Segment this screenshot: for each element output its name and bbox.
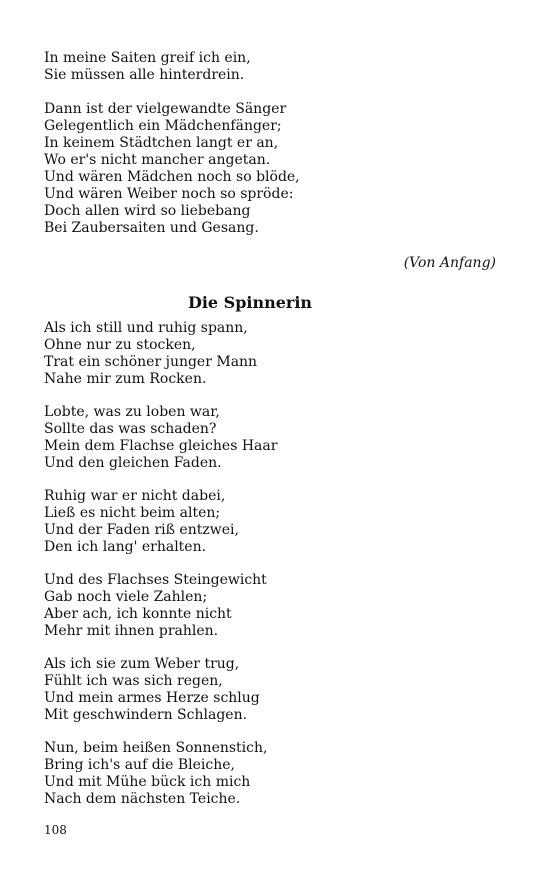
verse-line: Dann ist der vielgewandte Sänger: [44, 101, 287, 117]
verse-line: Bei Zaubersaiten und Gesang.: [44, 220, 259, 236]
stanza: [44, 50, 251, 84]
verse-line: Und mit Mühe bück ich mich: [44, 774, 251, 790]
verse-line: Und der Faden riß entzwei,: [44, 522, 239, 538]
stanza: [44, 320, 257, 388]
verse-line: In meine Saiten greif ich ein,: [44, 50, 251, 66]
stanza: [44, 488, 239, 556]
verse-line: Und den gleichen Faden.: [44, 455, 222, 471]
stanza: [44, 740, 267, 808]
verse-line: Als ich sie zum Weber trug,: [44, 656, 240, 672]
stanza: [44, 101, 300, 237]
verse-line: Nun, beim heißen Sonnenstich,: [44, 740, 268, 756]
verse-line: In keinem Städtchen langt er an,: [44, 135, 279, 151]
verse-line: Doch allen wird so liebebang: [44, 203, 251, 219]
verse-line: Sie müssen alle hinterdrein.: [44, 67, 245, 83]
verse-line: Fühlt ich was sich regen,: [44, 673, 223, 689]
verse-line: Trat ein schöner junger Mann: [44, 354, 258, 370]
verse-line: Wo er's nicht mancher angetan.: [44, 152, 271, 168]
poem-attribution: (Von Anfang): [403, 255, 496, 271]
verse-line: Und wären Weiber noch so spröde:: [44, 186, 294, 202]
verse-line: Ließ es nicht beim alten;: [44, 505, 221, 521]
verse-line: Aber ach, ich konnte nicht: [44, 606, 232, 622]
verse-line: Ohne nur zu stocken,: [44, 337, 196, 353]
verse-line: Und wären Mädchen noch so blöde,: [44, 169, 300, 185]
verse-line: Nahe mir zum Rocken.: [44, 371, 207, 387]
verse-line: Gelegentlich ein Mädchenfänger;: [44, 118, 282, 134]
verse-line: Bring ich's auf die Bleiche,: [44, 757, 235, 773]
verse-line: Mehr mit ihnen prahlen.: [44, 623, 219, 639]
verse-line: Und des Flachses Steingewicht: [44, 572, 267, 588]
verse-line: Gab noch viele Zahlen;: [44, 589, 208, 605]
verse-line: Mein dem Flachse gleiches Haar: [44, 438, 278, 454]
poem-title: Die Spinnerin: [187, 293, 313, 312]
stanza: [44, 656, 260, 724]
verse-line: Den ich lang' erhalten.: [44, 539, 207, 555]
verse-line: Ruhig war er nicht dabei,: [44, 488, 226, 504]
verse-line: Lobte, was zu loben war,: [44, 404, 220, 420]
stanza: [44, 572, 267, 640]
verse-line: Als ich still und ruhig spann,: [44, 320, 248, 336]
verse-line: Und mein armes Herze schlug: [44, 690, 260, 706]
verse-line: Mit geschwindern Schlagen.: [44, 707, 248, 723]
stanza: [44, 404, 277, 472]
verse-line: Sollte das was schaden?: [44, 421, 217, 437]
page-number: 108: [44, 823, 67, 837]
verse-line: Nach dem nächsten Teiche.: [44, 791, 241, 807]
